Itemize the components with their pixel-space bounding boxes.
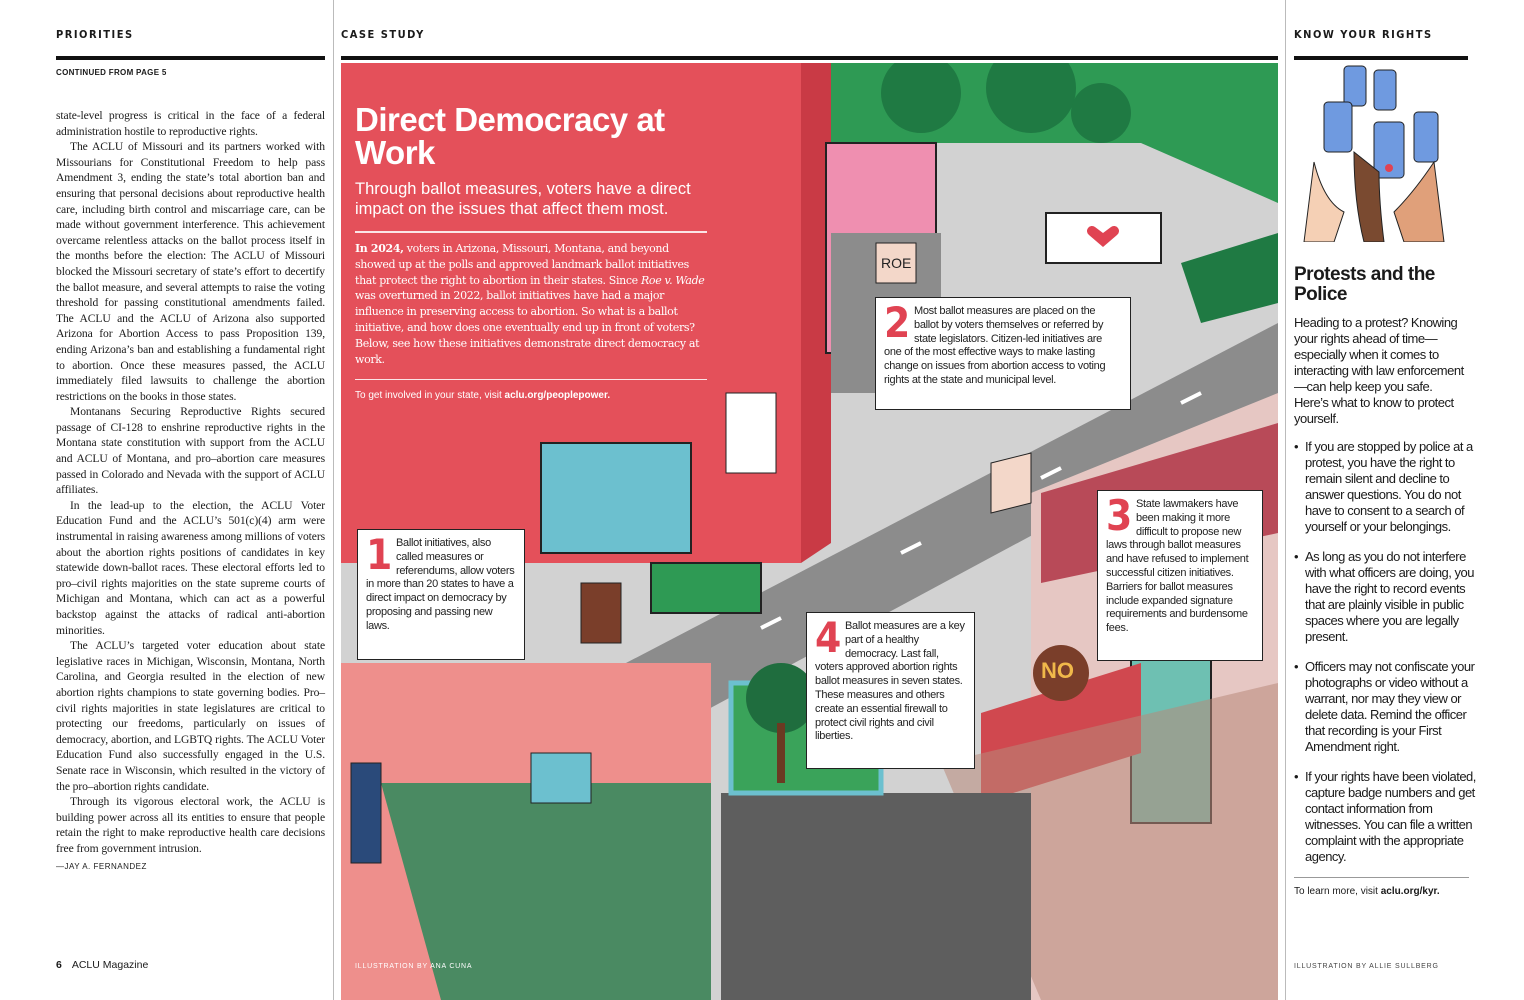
callout-2 xyxy=(875,297,1131,410)
intro-lead: In 2024, xyxy=(355,242,404,255)
callout-number: 1 xyxy=(366,530,392,579)
divider xyxy=(355,379,707,380)
section-rule xyxy=(56,56,325,60)
ballot-box xyxy=(541,443,691,553)
gavel xyxy=(581,583,621,643)
column-divider xyxy=(333,0,334,1000)
section-rule xyxy=(1294,56,1468,60)
byline: —JAY A. FERNANDEZ xyxy=(56,861,147,871)
paragraph: state-level progress is critical in the face of a federal administration hostile to reproductive rights. xyxy=(56,109,325,138)
callout-number: 2 xyxy=(884,298,910,347)
continued-note: CONTINUED FROM PAGE 5 xyxy=(56,68,167,77)
callout-3 xyxy=(1097,490,1263,661)
intro-block xyxy=(341,63,721,402)
learn-more xyxy=(1294,886,1476,897)
callout-1 xyxy=(357,529,525,660)
illustration-panel xyxy=(341,63,1278,1000)
learn-more-link[interactable]: aclu.org/kyr. xyxy=(1380,886,1440,897)
roe-sign: ROE xyxy=(881,255,912,271)
illustration-credit: ILLUSTRATION BY ANA CUNA xyxy=(355,963,473,970)
law-book xyxy=(651,563,761,613)
callout-number: 4 xyxy=(815,613,841,662)
intro-text xyxy=(355,241,707,367)
no-sign: NO xyxy=(1041,658,1074,683)
section-label: PRIORITIES xyxy=(56,28,134,41)
callout-text: State lawmakers have been making it more difficult to propose new laws through ballot measures and have refused to implement successful citizen initiatives. Barriers for ballot measures include expanded signature requirements and burdensome fees. xyxy=(1106,498,1249,635)
page-footer xyxy=(56,959,148,971)
intro-part: voters in Arizona, Missouri, Montana, and beyond showed up at the polls and approved landmark ballot initiatives that protect the right to abortion in their states. Since xyxy=(355,242,689,287)
paragraph: The ACLU of Missouri and its partners worked with Missourians for Constitutional Freedom to help pass Amendment 3, ending the state’s total abortion ban and ensuring that personal decisions about reproductive health care, including birth control and miscarriage care, can be made without government interference. This achievement overcame relentless attacks on the ballot process itself in the months before the election: The ACLU of Missouri blocked the Missouri secretary of state’s effort to decertify the ballot measure, and several attempts to raise the voting threshold for passing constitutional amendments failed. The ACLU and the ACLU of Arizona also supported Arizona for Abortion Access to pass Proposition 139, ending Arizona’s ban and establishing a fundamental right to abortion. Once these measures passed, the ACLU immediately filed lawsuits to challenge the abortion restrictions on the books in those states. xyxy=(56,140,325,403)
sidebar-lead: Heading to a protest? Knowing your rights ahead of time—especially when it comes to interacting with law enforcement—can help keep you safe. Here’s what to know to protect yourself. xyxy=(1294,315,1464,426)
cta-link[interactable]: aclu.org/peoplepower. xyxy=(504,390,611,402)
section-label: KNOW YOUR RIGHTS xyxy=(1294,28,1433,41)
callout-text: Ballot measures are a key part of a healthy democracy. Last fall, voters approved abortion rights ballot measures in seven states. These measures and others create an essential firewall to protect civil rights and civil liberties. xyxy=(815,620,965,743)
learn-more-label: To learn more, visit xyxy=(1294,886,1381,897)
subheadline: Through ballot measures, voters have a direct impact on the issues that affect them most. xyxy=(355,180,691,218)
column-divider xyxy=(1285,0,1286,1000)
plaza xyxy=(721,793,1031,1000)
paragraph: Through its vigorous electoral work, the ACLU is building power across all its entities to ensure that people retain the right to make reproductive health care decisions free from government intrusion. xyxy=(56,795,325,855)
callout-text: Ballot initiatives, also called measures or referendums, allow voters in more than 20 states to have a direct impact on democracy by proposing and passing new laws. xyxy=(366,537,515,632)
document xyxy=(726,393,776,473)
sidebar-article xyxy=(1294,62,1476,897)
callout-4 xyxy=(806,612,975,769)
cta-label: To get involved in your state, visit xyxy=(355,390,505,402)
cta-text xyxy=(355,388,707,404)
rights-list xyxy=(1294,439,1476,865)
intro-case: Roe v. Wade xyxy=(641,273,705,287)
divider xyxy=(1294,877,1469,878)
callout-number: 3 xyxy=(1106,491,1132,540)
sidebar-title: Protests and the Police xyxy=(1294,264,1435,305)
article-body xyxy=(56,108,325,874)
divider xyxy=(355,231,707,233)
headline: Direct Democracy at Work xyxy=(355,101,665,171)
list-item: • As long as you do not interfere with what officers are doing, you have the right to record events that are plainly visible in public spaces where you are legally present. xyxy=(1294,549,1476,645)
section-rule xyxy=(341,56,1278,60)
page-number: 6 xyxy=(56,959,62,971)
paragraph: In the lead-up to the election, the ACLU Voter Education Fund and the ACLU’s 501(c)(4) arm were instrumental in raising awareness among millions of voters about the abortion rights positions of candidates in key statewide down-ballot races. These electoral efforts led to pro–civil rights majorities on the state supreme courts of Michigan and Montana, which can act as a powerful backstop against the attacks of radical anti-abortion minorities. xyxy=(56,498,325,637)
illustration-credit: ILLUSTRATION BY ALLIE SULLBERG xyxy=(1294,963,1439,970)
callout-text: Most ballot measures are placed on the ballot by voters themselves or referred by state legislators. Citizen-led initiatives are one of the most effective ways to make lasting change on issues from abortion access to voting rights at the state and municipal level. xyxy=(884,305,1106,386)
paragraph: Montanans Securing Reproductive Rights secured passage of CI-128 to enshrine reproductive rights in the Montana state constitution with support from the ACLU and ACLU of Montana, and pro–abortion care measures passed in Colorado and Nevada with the support of ACLU affiliates. xyxy=(56,405,325,497)
list-item: • If you are stopped by police at a protest, you have the right to remain silent and decline to answer questions. You do not have to consent to a search of yourself or your belongings. xyxy=(1294,439,1476,535)
magazine-name: ACLU Magazine xyxy=(71,959,149,971)
list-item: • Officers may not confiscate your photographs or video without a warrant, nor may they view or delete data. Remind the officer that recording is your First Amendment right. xyxy=(1294,659,1476,755)
list-item: • If your rights have been violated, capture badge numbers and get contact information from witnesses. You can file a written complaint with the appropriate agency. xyxy=(1294,769,1476,865)
intro-part: was overturned in 2022, ballot initiatives have had a major influence in preserving access to abortion. So what is a ballot initiative, and how does one eventually end up in front of voters? Below, see how these initiatives demonstrate direct democracy at work. xyxy=(355,289,700,366)
section-label: CASE STUDY xyxy=(341,28,425,41)
paragraph: The ACLU’s targeted voter education about state legislative races in Michigan, Wisconsin, Montana, North Carolina, and Georgia resulted in the election of new abortion rights champions to state governing bodies. Pro–civil rights majorities in state legislatures are critical to protecting our freedoms, particularly on issues of democracy, abortion, and LGBTQ rights. The ACLU Voter Education Fund also successfully engaged in the U.S. Senate race in Wisconsin, which resulted in the victory of the pro–abortion rights candidate. xyxy=(56,639,325,793)
